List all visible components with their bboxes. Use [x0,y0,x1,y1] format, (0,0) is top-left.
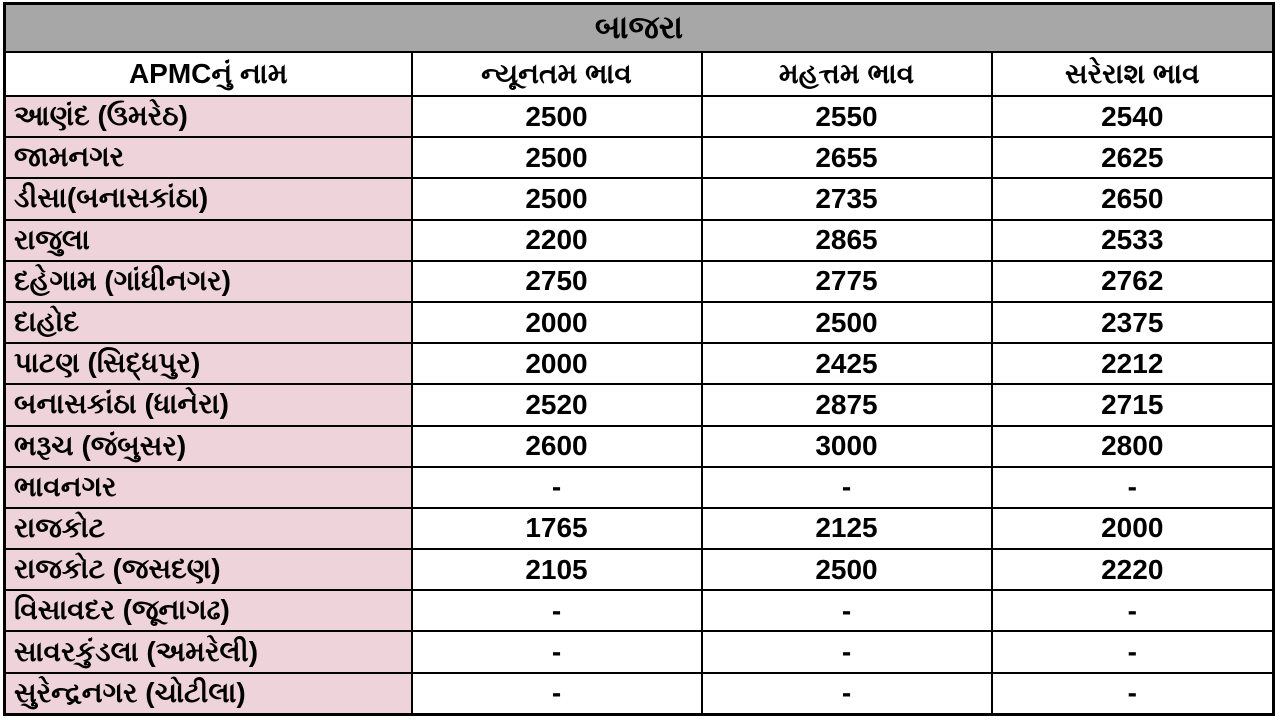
max-price-cell: 2875 [702,384,992,425]
apmc-name-cell: જામનગર [5,137,412,178]
table-row [5,549,1274,590]
apmc-name-cell: પાટણ (સિદ્ધપુર) [5,343,412,384]
apmc-name-cell: દહેગામ (ગાંધીનગર) [5,261,412,302]
table-row [5,302,1274,343]
table-row [5,96,1274,137]
min-price-cell: 2500 [412,178,702,219]
min-price-cell: 2500 [412,137,702,178]
table-row [5,178,1274,219]
max-price-cell: - [702,673,992,715]
column-header-min-price: ન્યૂનતમ ભાવ [412,52,702,96]
max-price-cell: 2775 [702,261,992,302]
min-price-cell: 2000 [412,343,702,384]
apmc-name-cell: સુરેન્દ્રનગર (ચોટીલા) [5,673,412,715]
table-row [5,508,1274,549]
max-price-cell: 2655 [702,137,992,178]
bajra-price-table [3,2,1275,716]
table-row [5,631,1274,672]
avg-price-cell: - [992,673,1274,715]
min-price-cell: 2500 [412,96,702,137]
avg-price-cell: 2762 [992,261,1274,302]
table-row [5,673,1274,715]
max-price-cell: 2125 [702,508,992,549]
avg-price-cell: 2715 [992,384,1274,425]
column-header-max-price: મહત્તમ ભાવ [702,52,992,96]
table-title: બાજરા [5,4,1274,53]
apmc-name-cell: રાજકોટ (જસદણ) [5,549,412,590]
max-price-cell: 2425 [702,343,992,384]
table-row [5,467,1274,508]
avg-price-cell: 2212 [992,343,1274,384]
min-price-cell: 2200 [412,220,702,261]
min-price-cell: - [412,631,702,672]
min-price-cell: 2520 [412,384,702,425]
max-price-cell: 2865 [702,220,992,261]
avg-price-cell: 2625 [992,137,1274,178]
min-price-cell: 2105 [412,549,702,590]
apmc-name-cell: આણંદ (ઉમરેઠ) [5,96,412,137]
min-price-cell: 2000 [412,302,702,343]
header-row [5,52,1274,96]
avg-price-cell: - [992,590,1274,631]
min-price-cell: - [412,590,702,631]
avg-price-cell: 2650 [992,178,1274,219]
apmc-name-cell: સાવરકુંડલા (અમરેલી) [5,631,412,672]
avg-price-cell: 2800 [992,426,1274,467]
max-price-cell: - [702,590,992,631]
title-row [5,4,1274,53]
min-price-cell: - [412,467,702,508]
min-price-cell: 2600 [412,426,702,467]
max-price-cell: 2500 [702,549,992,590]
table-row [5,426,1274,467]
column-header-apmc-name: APMCનું નામ [5,52,412,96]
max-price-cell: 3000 [702,426,992,467]
max-price-cell: 2500 [702,302,992,343]
avg-price-cell: - [992,467,1274,508]
avg-price-cell: - [992,631,1274,672]
table-row [5,343,1274,384]
max-price-cell: 2735 [702,178,992,219]
table-row [5,137,1274,178]
apmc-name-cell: રાજકોટ [5,508,412,549]
apmc-name-cell: ભાવનગર [5,467,412,508]
table-row [5,220,1274,261]
apmc-name-cell: દાહોદ [5,302,412,343]
apmc-name-cell: રાજુલા [5,220,412,261]
min-price-cell: 1765 [412,508,702,549]
table-row [5,261,1274,302]
avg-price-cell: 2220 [992,549,1274,590]
min-price-cell: - [412,673,702,715]
max-price-cell: - [702,467,992,508]
apmc-name-cell: વિસાવદર (જૂનાગઢ) [5,590,412,631]
column-header-avg-price: સરેરાશ ભાવ [992,52,1274,96]
avg-price-cell: 2000 [992,508,1274,549]
max-price-cell: 2550 [702,96,992,137]
apmc-name-cell: ડીસા(બનાસકાંઠા) [5,178,412,219]
min-price-cell: 2750 [412,261,702,302]
apmc-name-cell: બનાસકાંઠા (ધાનેરા) [5,384,412,425]
avg-price-cell: 2540 [992,96,1274,137]
apmc-name-cell: ભરૂચ (જંબુસર) [5,426,412,467]
avg-price-cell: 2375 [992,302,1274,343]
table-row [5,590,1274,631]
avg-price-cell: 2533 [992,220,1274,261]
table-row [5,384,1274,425]
max-price-cell: - [702,631,992,672]
